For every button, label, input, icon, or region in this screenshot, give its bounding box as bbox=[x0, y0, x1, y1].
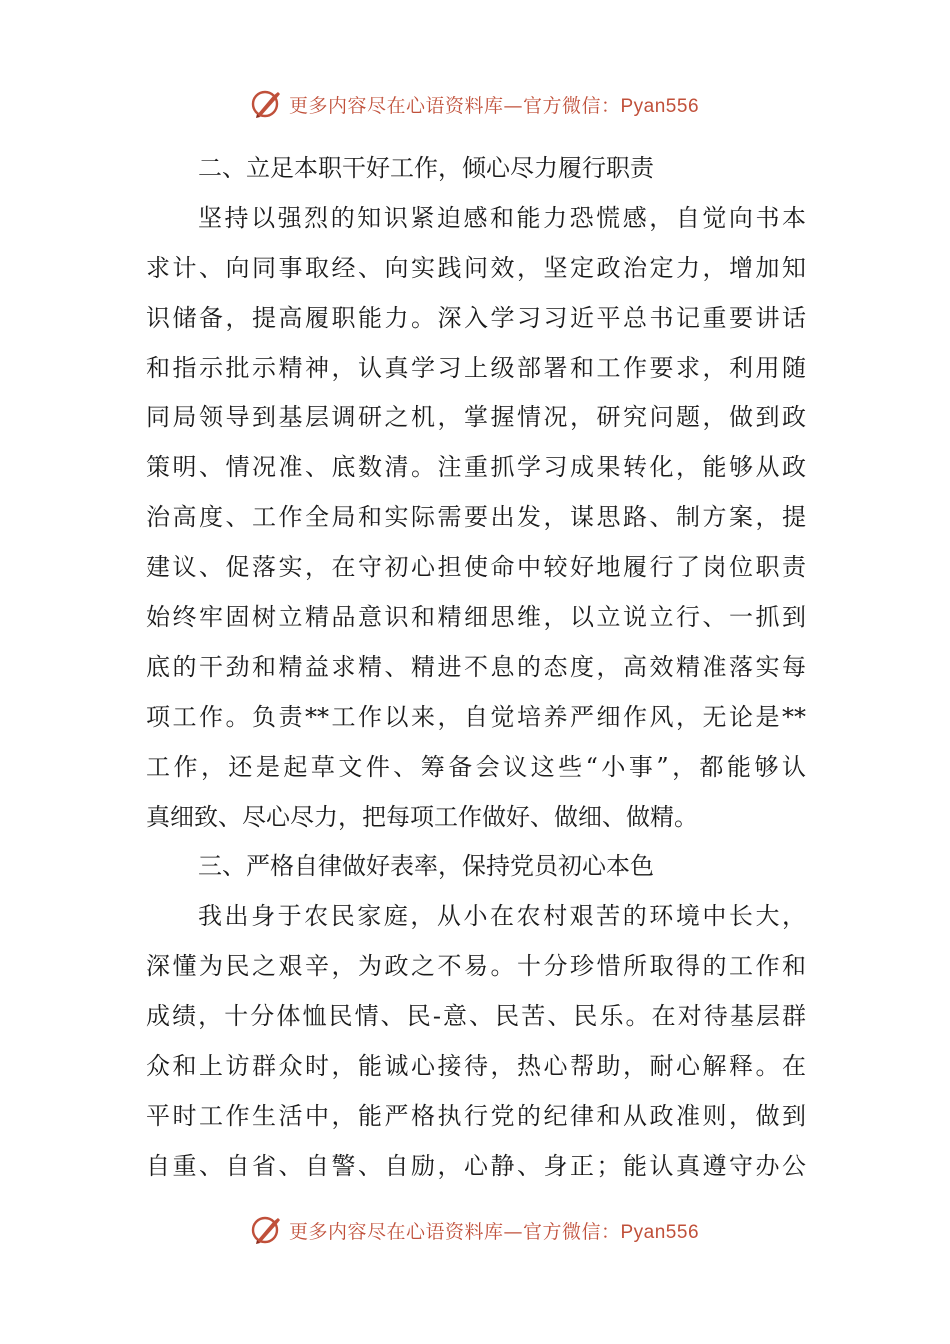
document-body bbox=[146, 144, 806, 1192]
text-line: 二、立足本职干好工作，倾心尽力履行职责 bbox=[198, 154, 654, 182]
watermark-text bbox=[289, 1217, 699, 1244]
text-line: 始终牢固树立精品意识和精细思维，以立说立行、一抓到 bbox=[146, 603, 806, 632]
text-line: 众和上访群众时，能诚心接待，热心帮助，耐心解释。在 bbox=[146, 1052, 806, 1081]
watermark-prefix: 更多内容尽在心语资料库—官方微信： bbox=[288, 94, 621, 117]
text-line: 自重、自省、自警、自励，心静、身正；能认真遵守办公 bbox=[146, 1151, 806, 1180]
text-line: 坚持以强烈的知识紧迫感和能力恐慌感，自觉向书本 bbox=[198, 203, 806, 232]
text-line: 成绩，十分体恤民情、民-意、民苦、民乐。在对待基层群 bbox=[146, 1002, 806, 1031]
text-line: 真细致、尽心尽力，把每项工作做好、做细、做精。 bbox=[146, 802, 698, 831]
text-line: 底的干劲和精益求精、精进不息的态度，高效精准落实每 bbox=[146, 652, 806, 681]
text-line: 识储备，提高履职能力。深入学习习近平总书记重要讲话 bbox=[146, 303, 806, 332]
text-line: 平时工作生活中，能严格执行党的纪律和从政准则，做到 bbox=[146, 1101, 806, 1130]
pen-logo-icon bbox=[251, 87, 285, 121]
header-watermark bbox=[0, 84, 950, 124]
text-line: 治高度、工作全局和实际需要出发，谋思路、制方案，提 bbox=[146, 503, 806, 532]
text-line: 我出身于农民家庭，从小在农村艰苦的环境中长大， bbox=[198, 902, 806, 931]
text-line: 求计、向同事取经、向实践问效，坚定政治定力，增加知 bbox=[146, 253, 806, 282]
text-line: 三、严格自律做好表率，保持党员初心本色 bbox=[198, 852, 654, 881]
text-line: 建议、促落实，在守初心担使命中较好地履行了岗位职责 bbox=[146, 553, 806, 582]
text-line: 项工作。负责**工作以来，自觉培养严细作风，无论是** bbox=[146, 702, 806, 731]
watermark-prefix: 更多内容尽在心语资料库—官方微信： bbox=[288, 1220, 621, 1243]
watermark-wechat-id: Pyan556 bbox=[620, 95, 700, 117]
text-line: 策明、情况准、底数清。注重抓学习成果转化，能够从政 bbox=[146, 453, 806, 482]
text-line: 同局领导到基层调研之机，掌握情况，研究问题，做到政 bbox=[146, 403, 806, 432]
footer-watermark bbox=[0, 1210, 950, 1250]
watermark-wechat-id: Pyan556 bbox=[620, 1221, 700, 1243]
text-line: 和指示批示精神，认真学习上级部署和工作要求，利用随 bbox=[146, 353, 806, 382]
text-line: 工作，还是起草文件、筹备会议这些“小事”，都能够认 bbox=[146, 752, 806, 781]
text-line: 深懂为民之艰辛，为政之不易。十分珍惜所取得的工作和 bbox=[146, 952, 806, 981]
watermark-text bbox=[289, 91, 699, 118]
pen-logo-icon bbox=[251, 1213, 285, 1247]
